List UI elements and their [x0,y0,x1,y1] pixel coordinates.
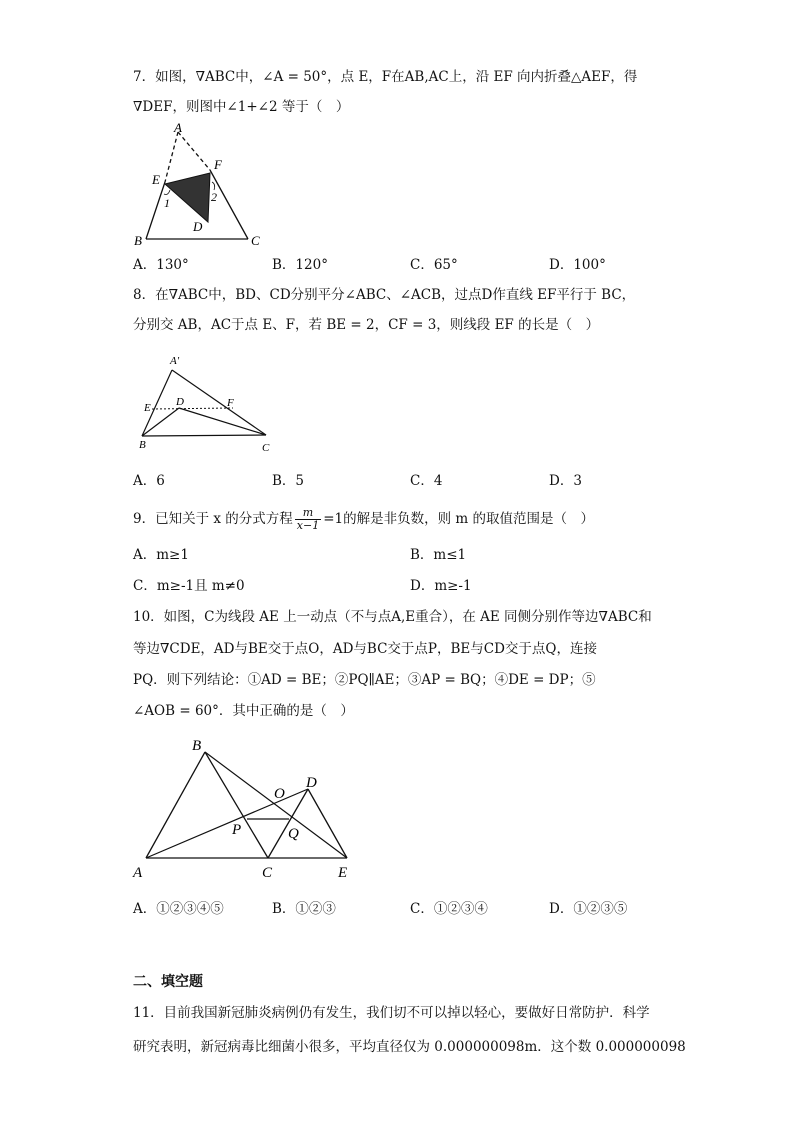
q7-label-B: B [134,233,142,248]
q8-option-b[interactable]: B．5 [272,473,305,489]
q8-option-d[interactable]: D．3 [549,473,582,489]
q7-figure [130,118,270,253]
q9-after: =1的解是非负数，则 m 的取值范围是（ ） [323,511,595,527]
q7-option-c[interactable]: C．65° [410,257,458,273]
q8-label-B: B [139,439,146,451]
q7-label-2: 2 [211,190,217,204]
q7-label-F: F [214,157,222,172]
q8-label-E: E [144,402,151,414]
q10-label-P: P [232,822,242,838]
q10-option-c[interactable]: C．①②③④ [410,901,488,917]
q8-label-D: D [176,396,184,408]
q10-label-B: B [192,738,202,754]
q7-line2: ∇DEF，则图中∠1+∠2 等于（ ） [133,99,350,115]
q10-label-C: C [262,865,273,881]
q10-line1: 10．如图，C为线段 AE 上一动点（不与点A,E重合），在 AE 同侧分别作等边∇ABC和 [133,609,652,625]
q8-line1: 8．在∇ABC中，BD、CD分别平分∠ABC、∠ACB，过点D作直线 EF平行于 BC， [133,287,636,303]
q10-label-Q: Q [288,826,299,842]
q8-label-F: F [227,397,234,409]
q11-line1: 11．目前我国新冠肺炎病例仍有发生，我们切不可以掉以轻心，要做好日常防护．科学 [133,1005,650,1021]
section-title: 二、填空题 [133,974,203,990]
q10-line4: ∠AOB = 60°．其中正确的是（ ） [133,703,354,719]
q7-option-d[interactable]: D．100° [549,257,606,273]
q8-option-c[interactable]: C．4 [410,473,443,489]
q7-label-C: C [251,233,260,248]
q8-figure [132,352,282,462]
q7-label-1: 1 [164,196,170,210]
q8-line2: 分别交 AB，AC于点 E、F，若 BE = 2，CF = 3，则线段 EF 的长是（ ） [133,317,600,333]
q9-line [133,506,594,532]
q10-label-E: E [338,865,348,881]
q7-option-b[interactable]: B．120° [272,257,328,273]
q7-label-E: E [152,172,160,187]
q10-figure [128,732,363,887]
q7-option-a[interactable]: A．130° [133,257,189,273]
q9-option-c[interactable]: C．m≥-1且 m≠0 [133,578,245,594]
q10-label-D: D [306,775,317,791]
q10-line3: PQ．则下列结论：①AD = BE；②PQ∥AE；③AP = BQ；④DE = DP；⑤ [133,672,596,688]
q8-label-C: C [262,442,270,454]
q9-frac-den: x−1 [296,519,320,532]
q11-line2: 研究表明，新冠病毒比细菌小很多，平均直径仅为 0.000000098m．这个数 0.000000098 [133,1039,686,1055]
q9-before: 9．已知关于 x 的分式方程 [133,511,293,527]
q10-option-a[interactable]: A．①②③④⑤ [133,901,224,917]
q9-option-b[interactable]: B．m≤1 [410,547,467,563]
q10-option-d[interactable]: D．①②③⑤ [549,901,628,917]
q9-fraction [295,507,321,532]
q7-line1: 7．如图，∇ABC中，∠A = 50°，点 E，F在AB,AC上，沿 EF 向内折叠△AEF，得 [133,69,638,85]
q9-frac-num: m [295,507,321,520]
q10-line2: 等边∇CDE，AD与BE交于点O，AD与BC交于点P，BE与CD交于点Q，连接 [133,641,598,657]
q9-option-d[interactable]: D．m≥-1 [410,578,472,594]
q9-option-a[interactable]: A．m≥1 [133,547,189,563]
q10-label-O: O [274,786,285,802]
q7-label-A: A [174,120,182,135]
q8-label-A: A' [170,355,180,367]
q10-option-b[interactable]: B．①②③ [272,901,336,917]
q8-option-a[interactable]: A．6 [133,473,165,489]
q10-label-A: A [133,865,143,881]
q7-label-D: D [193,219,203,234]
